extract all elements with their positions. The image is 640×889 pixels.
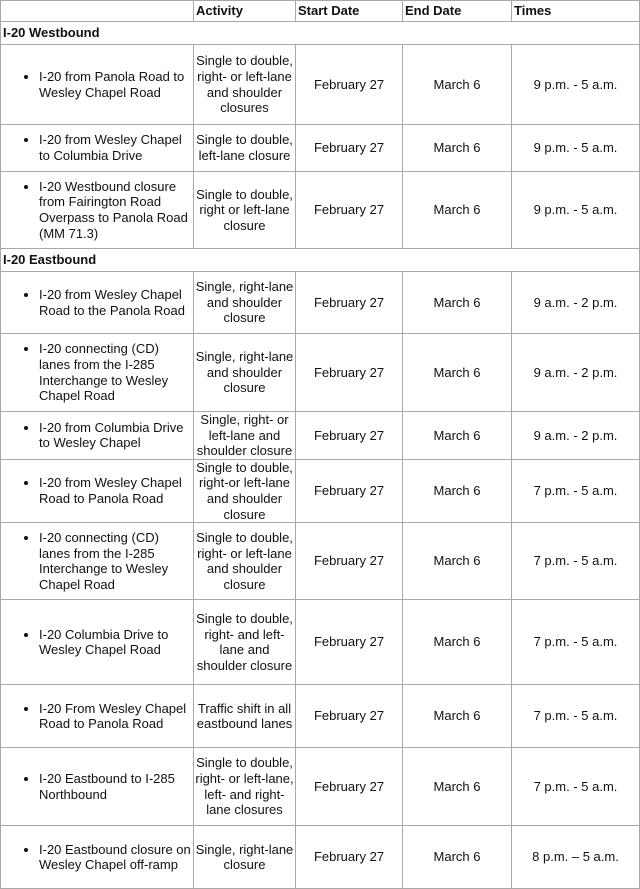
- start-date-cell: February 27: [296, 600, 403, 685]
- table-row: [1, 125, 640, 172]
- end-date-cell: March 6: [403, 125, 512, 172]
- header-end-date: End Date: [403, 1, 512, 22]
- section-title: I-20 Eastbound: [1, 249, 640, 272]
- start-date-cell: February 27: [296, 45, 403, 125]
- start-date-cell: February 27: [296, 685, 403, 748]
- times-cell: 9 a.m. - 2 p.m.: [512, 334, 640, 412]
- header-start-date: Start Date: [296, 1, 403, 22]
- end-date-cell: March 6: [403, 523, 512, 600]
- table-row: [1, 600, 640, 685]
- road-segment: • I-20 connecting (CD) lanes from the I-285 Interchange to Wesley Chapel Road: [39, 341, 193, 403]
- start-date-cell: February 27: [296, 172, 403, 249]
- activity-cell: Single, right-lane and shoulder closure: [194, 334, 296, 412]
- activity-cell: Single to double, right-or left-lane and shoulder closure: [194, 459, 296, 522]
- times-cell: 7 p.m. - 5 a.m.: [512, 459, 640, 522]
- header-location: [1, 1, 194, 22]
- end-date-cell: March 6: [403, 172, 512, 249]
- table-row: [1, 685, 640, 748]
- activity-cell: Single, right-lane and shoulder closure: [194, 272, 296, 334]
- table-row: [1, 748, 640, 826]
- times-cell: 9 p.m. - 5 a.m.: [512, 45, 640, 125]
- end-date-cell: March 6: [403, 600, 512, 685]
- activity-cell: Traffic shift in all eastbound lanes: [194, 685, 296, 748]
- road-segment: • I-20 Eastbound closure on Wesley Chapel off-ramp: [39, 842, 193, 873]
- times-cell: 7 p.m. - 5 a.m.: [512, 748, 640, 826]
- start-date-cell: February 27: [296, 826, 403, 889]
- road-segment: • I-20 Eastbound to I-285 Northbound: [39, 771, 193, 802]
- header-row: [1, 1, 640, 22]
- activity-cell: Single to double, right- or left-lane, left- and right-lane closures: [194, 748, 296, 826]
- table-row: [1, 172, 640, 249]
- table-row: [1, 412, 640, 460]
- road-segment: • I-20 Westbound closure from Fairington Road Overpass to Panola Road (MM 71.3): [39, 179, 193, 241]
- end-date-cell: March 6: [403, 748, 512, 826]
- road-segment: • I-20 from Wesley Chapel Road to the Panola Road: [39, 287, 193, 318]
- start-date-cell: February 27: [296, 459, 403, 522]
- times-cell: 7 p.m. - 5 a.m.: [512, 600, 640, 685]
- road-segment: • I-20 Columbia Drive to Wesley Chapel Road: [39, 627, 193, 658]
- activity-cell: Single to double, left-lane closure: [194, 125, 296, 172]
- start-date-cell: February 27: [296, 412, 403, 460]
- start-date-cell: February 27: [296, 272, 403, 334]
- section-header-eastbound: [1, 249, 640, 272]
- road-segment: • I-20 connecting (CD) lanes from the I-285 Interchange to Wesley Chapel Road: [39, 530, 193, 592]
- times-cell: 7 p.m. - 5 a.m.: [512, 523, 640, 600]
- table-row: [1, 826, 640, 889]
- table-row: [1, 45, 640, 125]
- start-date-cell: February 27: [296, 523, 403, 600]
- times-cell: 8 p.m. – 5 a.m.: [512, 826, 640, 889]
- times-cell: 9 p.m. - 5 a.m.: [512, 172, 640, 249]
- activity-cell: Single, right- or left-lane and shoulder closure: [194, 412, 296, 460]
- end-date-cell: March 6: [403, 685, 512, 748]
- table-row: [1, 272, 640, 334]
- table-row: [1, 334, 640, 412]
- times-cell: 9 a.m. - 2 p.m.: [512, 412, 640, 460]
- times-cell: 9 p.m. - 5 a.m.: [512, 125, 640, 172]
- end-date-cell: March 6: [403, 334, 512, 412]
- start-date-cell: February 27: [296, 334, 403, 412]
- section-header-westbound: [1, 22, 640, 45]
- end-date-cell: March 6: [403, 45, 512, 125]
- end-date-cell: March 6: [403, 412, 512, 460]
- section-title: I-20 Westbound: [1, 22, 640, 45]
- road-segment: • I-20 From Wesley Chapel Road to Panola Road: [39, 701, 193, 732]
- end-date-cell: March 6: [403, 459, 512, 522]
- activity-cell: Single to double, right- or left-lane and shoulder closure: [194, 523, 296, 600]
- table-row: [1, 459, 640, 522]
- road-segment: • I-20 from Panola Road to Wesley Chapel Road: [39, 69, 193, 100]
- times-cell: 9 a.m. - 2 p.m.: [512, 272, 640, 334]
- header-activity: Activity: [194, 1, 296, 22]
- table-row: [1, 523, 640, 600]
- activity-cell: Single to double, right- and left-lane and shoulder closure: [194, 600, 296, 685]
- start-date-cell: February 27: [296, 125, 403, 172]
- activity-cell: Single to double, right- or left-lane and shoulder closures: [194, 45, 296, 125]
- road-segment: • I-20 from Columbia Drive to Wesley Chapel: [39, 420, 193, 451]
- end-date-cell: March 6: [403, 826, 512, 889]
- activity-cell: Single, right-lane closure: [194, 826, 296, 889]
- header-times: Times: [512, 1, 640, 22]
- start-date-cell: February 27: [296, 748, 403, 826]
- road-segment: • I-20 from Wesley Chapel to Columbia Drive: [39, 132, 193, 163]
- activity-cell: Single to double, right or left-lane closure: [194, 172, 296, 249]
- end-date-cell: March 6: [403, 272, 512, 334]
- times-cell: 7 p.m. - 5 a.m.: [512, 685, 640, 748]
- road-segment: • I-20 from Wesley Chapel Road to Panola Road: [39, 475, 193, 506]
